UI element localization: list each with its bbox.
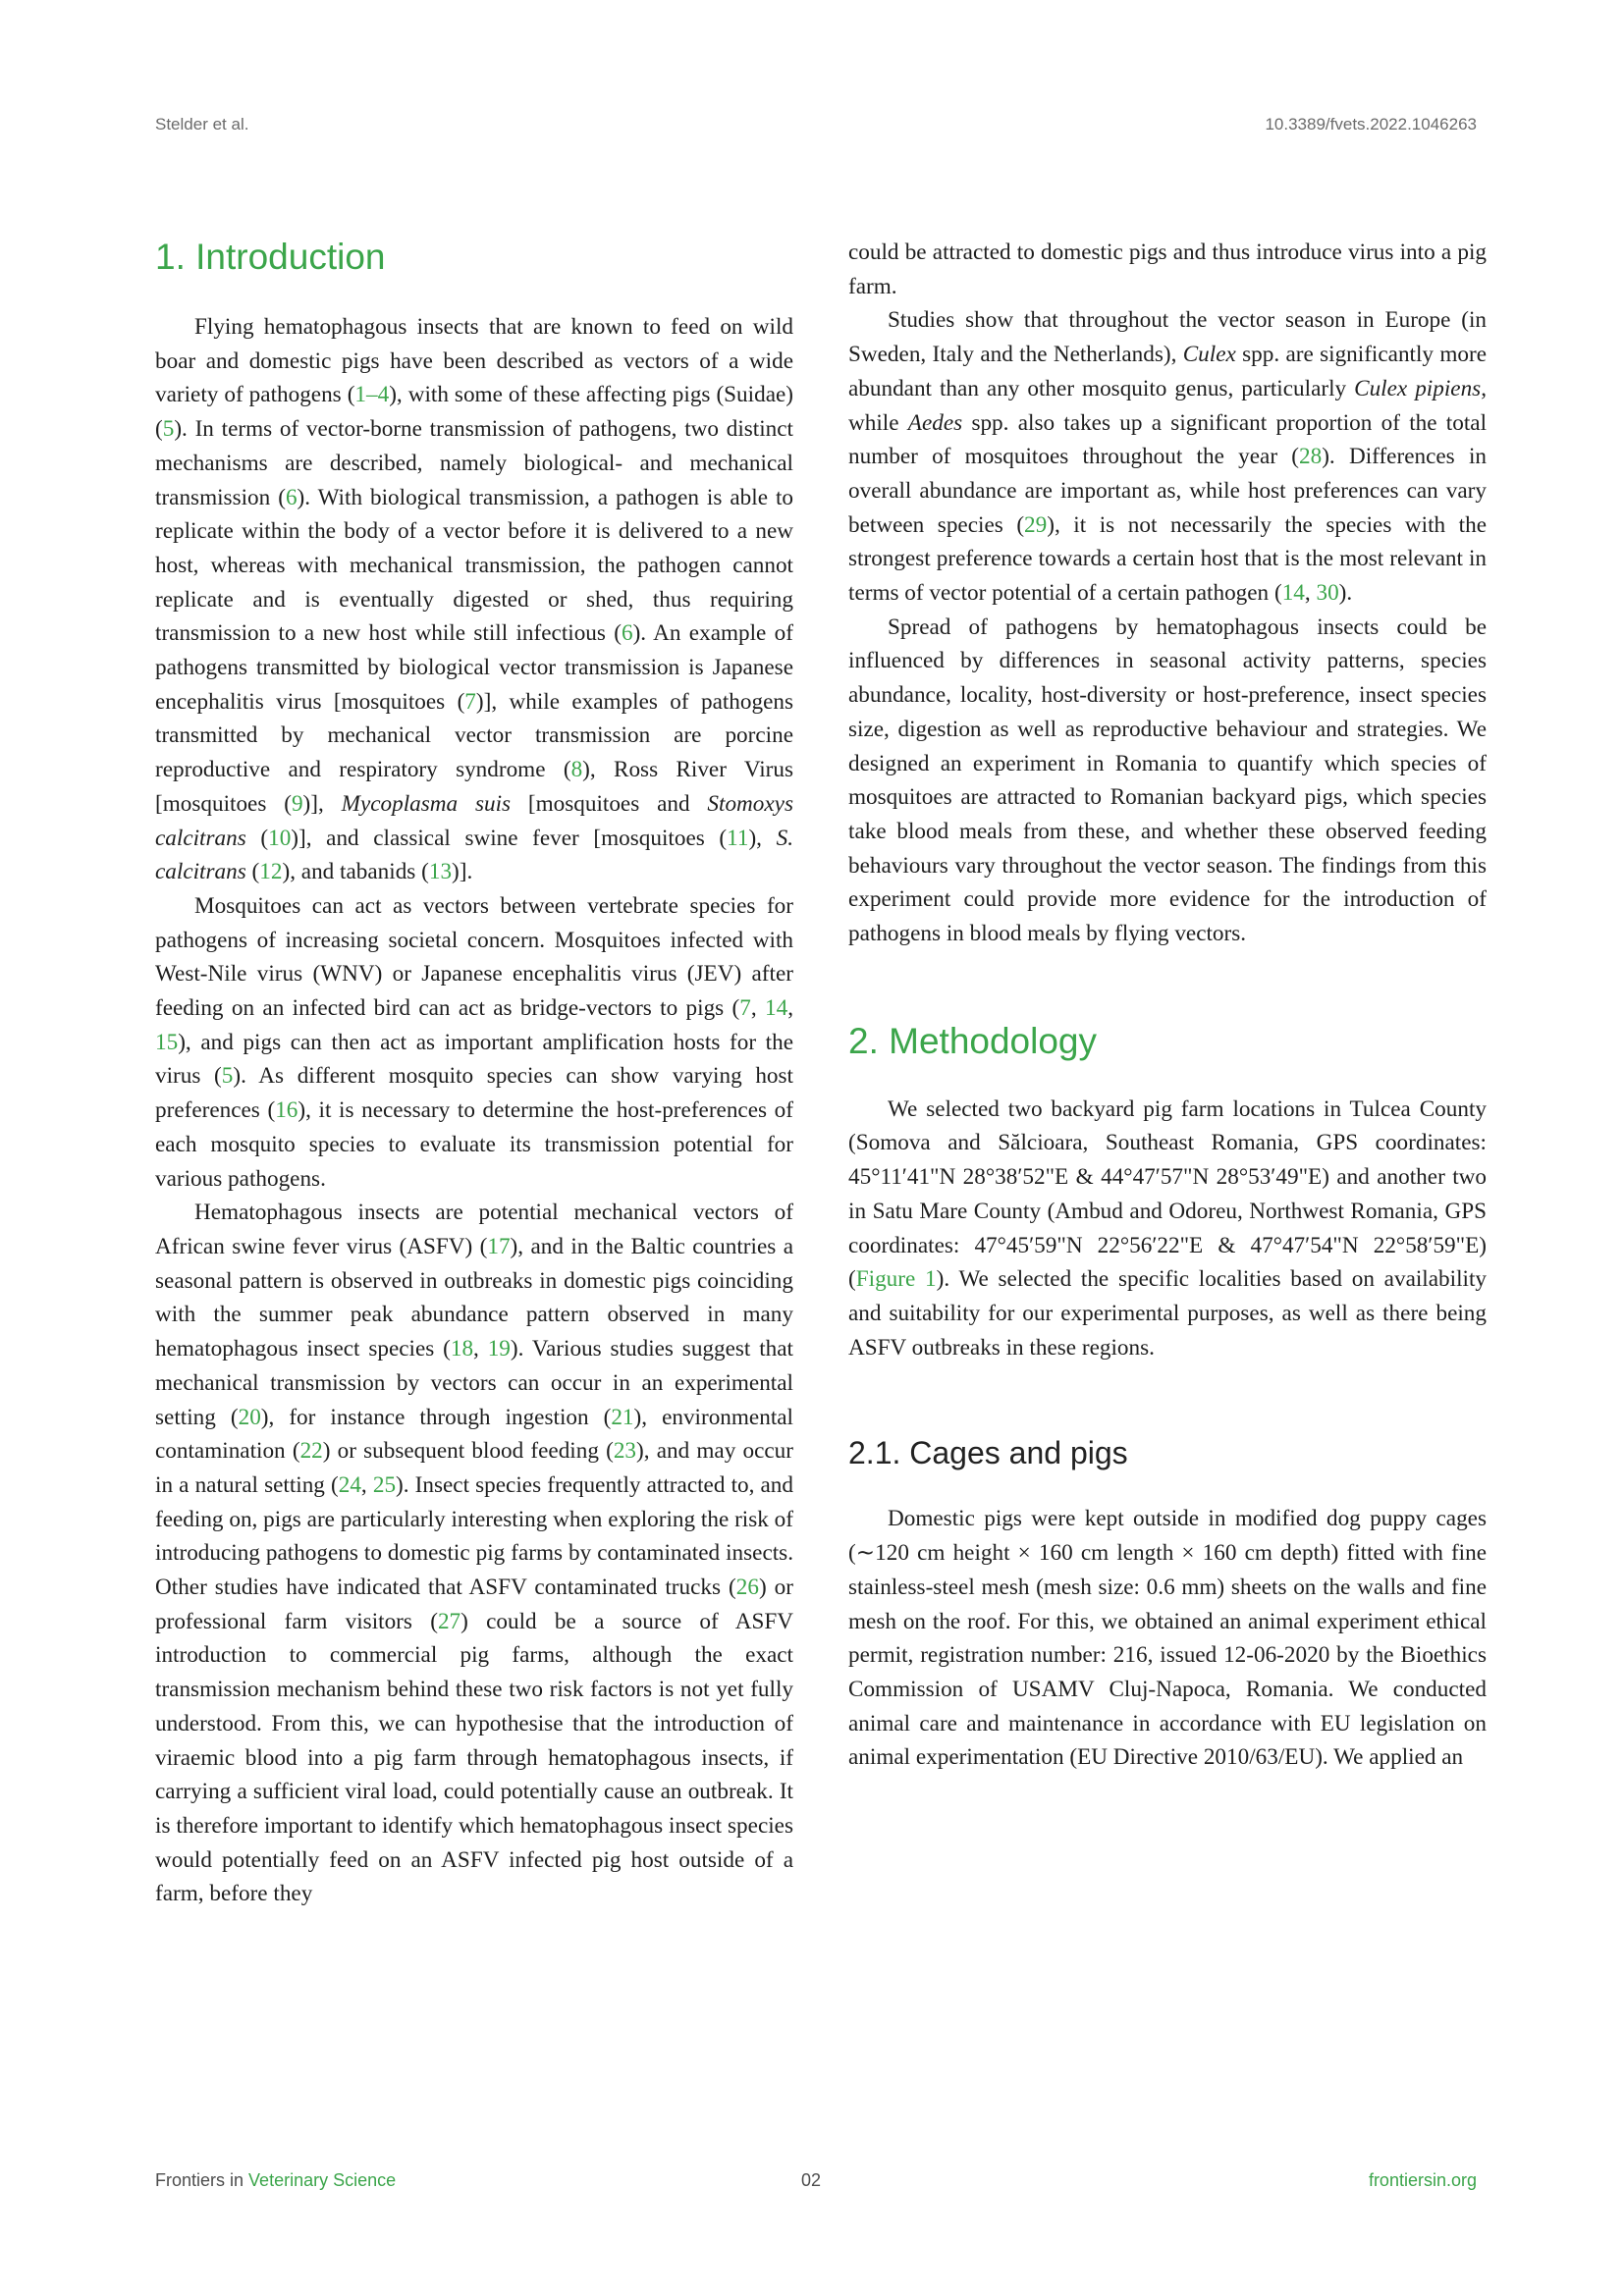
citation-link[interactable]: 7 (464, 688, 476, 715)
citation-link[interactable]: 23 (613, 1438, 637, 1465)
left-column (155, 236, 793, 1911)
citation-link[interactable]: 24 (338, 1471, 361, 1498)
journal-name-link[interactable]: Veterinary Science (248, 2170, 397, 2190)
citation-link[interactable]: 7 (739, 995, 751, 1022)
citation-link[interactable]: 30 (1316, 580, 1339, 607)
citation-link[interactable]: 1–4 (354, 382, 390, 408)
citation-link[interactable]: 17 (487, 1233, 511, 1259)
citation-link[interactable]: 16 (275, 1097, 298, 1124)
introduction-heading: 1. Introduction (155, 237, 386, 277)
citation-link[interactable]: 26 (735, 1575, 759, 1601)
citation-link[interactable]: 9 (291, 790, 303, 817)
citation-link[interactable]: 5 (221, 1063, 234, 1090)
intro-paragraph-2: Mosquitoes can act as vectors between vertebrate species for pathogens of increasing societal concern. Mosquitoes infected with West-Nile virus (WNV) or Japanese encephalitis virus (JEV) after feeding on an infected bird can act as bridge-vectors to pigs (7, 14, 15), and pigs can then act as important amplification hosts for the virus (5). As different mosquito species can show varying host preferences (16), it is necessary to determine the host-preferences of each mosquito species to evaluate its transmission potential for various pathogens. (155, 892, 794, 1192)
citation-link[interactable]: 11 (727, 825, 749, 851)
running-header-doi: 10.3389/fvets.2022.1046263 (1265, 115, 1477, 133)
citation-link[interactable]: 15 (155, 1029, 179, 1055)
citation-link[interactable]: 20 (238, 1404, 261, 1430)
citation-link[interactable]: 27 (437, 1608, 461, 1634)
citation-link[interactable]: 13 (428, 859, 453, 885)
citation-link[interactable]: 5 (162, 416, 175, 443)
citation-link[interactable]: 8 (570, 757, 583, 783)
citation-link[interactable]: 18 (450, 1336, 474, 1362)
intro-paragraph-4: Studies show that throughout the vector season in Europe (in Sweden, Italy and the Netherlands), Culex spp. are significantly more abundant than any other mosquito genus, particularly Culex pipiens, while Aedes spp. also takes up a significant proportion of the total number of mosquitoes throughout the year (28). Differences in overall abundance are important as, while host preferences can vary between species (29), it is not necessarily the species with the strongest preference towards a certain host that is the most relevant in terms of vector potential of a certain pathogen (14, 30). (848, 307, 1488, 607)
continued-paragraph: could be attracted to domestic pigs and thus introduce virus into a pig farm. (848, 240, 1487, 299)
methodology-paragraph-1: We selected two backyard pig farm locations in Tulcea County (Somova and Sălcioara, Southeast Romania, GPS coordinates: 45°11′41"N 28°38′52"E & 44°47′57"N 28°53′49"E) and another two in Satu Mare County (Ambud and Odoreu, Northwest Romania, GPS coordinates: 47°45′59"N 22°56′22"E & 47°47′54"N 22°58′59"E) (Figure 1). We selected the specific localities based on availability and suitability for our experimental purposes, as well as there being ASFV outbreaks in these regions. (848, 1095, 1487, 1361)
citation-link[interactable]: 28 (1299, 444, 1323, 470)
citation-link[interactable]: 29 (1024, 511, 1048, 538)
citation-link[interactable]: 14 (765, 995, 788, 1022)
citation-link[interactable]: 10 (268, 825, 292, 851)
footer-journal: Frontiers in Veterinary Science (155, 2170, 397, 2190)
right-column (848, 236, 1487, 1775)
citation-link[interactable]: 6 (621, 620, 633, 647)
cages-and-pigs-heading: 2.1. Cages and pigs (848, 1435, 1128, 1471)
intro-paragraph-1: Flying hematophagous insects that are known to feed on wild boar and domestic pigs have been described as vectors of a wide variety of pathogens (1–4), with some of these affecting pigs (Suidae) (5). In terms of vector-borne transmission of pathogens, two distinct mechanisms are described, namely biological- and mechanical transmission (6). With biological transmission, a pathogen is able to replicate within the body of a vector before it is delivered to a new host, whereas with mechanical transmission, the pathogen cannot replicate and is eventually digested or shed, thus requiring transmission to a new host while still infectious (6). An example of pathogens transmitted by biological vector transmission is Japanese encephalitis virus [mosquitoes (7)], while examples of pathogens transmitted by mechanical vector transmission are porcine reproductive and respiratory syndrome (8), Ross River Virus [mosquitoes (9)], Mycoplasma suis [mosquitoes and Stomoxys calcitrans (10)], and classical swine fever [mosquitoes (11), S. calcitrans (12), and tabanids (13)]. (155, 314, 794, 885)
intro-paragraph-3: Hematophagous insects are potential mechanical vectors of African swine fever virus (ASFV) (17), and in the Baltic countries a seasonal pattern is observed in outbreaks in domestic pigs coinciding with the summer peak abundance pattern observed in many hematophagous insect species (18, 19). Various studies suggest that mechanical transmission by vectors can occur in an experimental setting (20), for instance through ingestion (21), environmental contamination (22) or subsequent blood feeding (23), and may occur in a natural setting (24, 25). Insect species frequently attracted to, and feeding on, pigs are particularly interesting when exploring the risk of introducing pathogens to domestic pig farms by contaminated insects. Other studies have indicated that ASFV contaminated trucks (26) or professional farm visitors (27) could be a source of ASFV introduction to commercial pig farms, although the exact transmission mechanism behind these two risk factors is not yet fully understood. From this, we can hypothesise that the introduction of viraemic blood into a pig farm through hematophagous insects, if carrying a sufficient viral load, could potentially cause an outbreak. It is therefore important to identify which hematophagous insect species would potentially feed on an ASFV infected pig host outside of a farm, before they (155, 1200, 794, 1907)
intro-paragraph-5: Spread of pathogens by hematophagous insects could be influenced by differences in seasonal activity patterns, species abundance, locality, host-diversity or host-preference, insect species size, digestion as well as reproductive behaviour and strategies. We designed an experiment in Romania to quantify which species of mosquitoes are attracted to Romanian backyard pigs, which species take blood meals from these, and whether these observed feeding behaviours vary throughout the vector season. The findings from this experiment could provide more evidence for the introduction of pathogens in blood meals by flying vectors. (848, 614, 1487, 947)
citation-link[interactable]: 21 (611, 1404, 634, 1430)
citation-link[interactable]: 25 (372, 1471, 397, 1498)
citation-link[interactable]: 14 (1281, 580, 1305, 607)
citation-link[interactable]: 22 (299, 1438, 323, 1465)
page-number: 02 (801, 2170, 822, 2190)
citation-link[interactable]: 6 (285, 484, 298, 510)
citation-link[interactable]: 19 (487, 1336, 511, 1362)
methodology-heading: 2. Methodology (848, 1020, 1098, 1061)
citation-link[interactable]: 12 (259, 859, 283, 885)
footer-site-link[interactable]: frontiersin.org (1368, 2170, 1477, 2190)
running-header-authors: Stelder et al. (155, 115, 249, 133)
figure-1-link[interactable]: Figure 1 (855, 1266, 937, 1293)
cages-paragraph-1: Domestic pigs were kept outside in modified dog puppy cages (∼120 cm height × 160 cm length × 160 cm depth) fitted with fine stainless-steel mesh (mesh size: 0.6 mm) sheets on the walls and fine mesh on the roof. For this, we obtained an animal experiment ethical permit, registration number: 216, issued 12-06-2020 by the Bioethics Commission of USAMV Cluj-Napoca, Romania. We conducted animal care and maintenance in accordance with EU legislation on animal experimentation (EU Directive 2010/63/EU). We applied an (848, 1506, 1487, 1771)
